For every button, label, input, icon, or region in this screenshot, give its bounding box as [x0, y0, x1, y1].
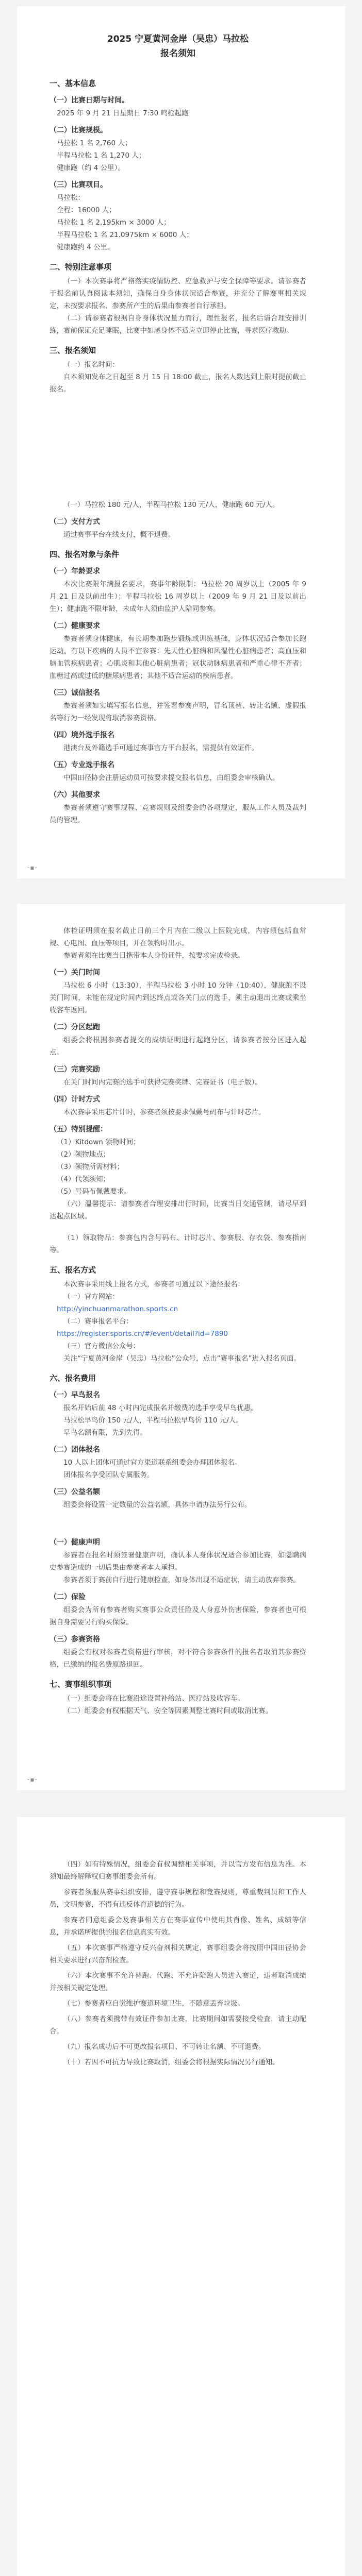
- paragraph: （十）若因不可抗力导致比赛取消，组委会将根据实际情况另行通知。: [63, 2058, 279, 2066]
- paragraph: 早鸟名额有限，先到先得。: [63, 1429, 147, 1437]
- section-heading-fees: 六、报名费用: [50, 1374, 96, 1383]
- paragraph: （六）本次赛事不允许替跑、代跑、不允许陪跑人员进入赛道，违者取消成绩并按相关规定处理。: [50, 1972, 306, 1992]
- list-item: （4）代领须知；: [57, 1175, 110, 1183]
- paragraph: （二）组委会有权根据天气、安全等因素调整比赛时间或取消比赛。: [63, 1707, 272, 1715]
- paragraph: 半程马拉松 1 名 21.0975km × 6000 人；: [57, 231, 193, 239]
- paragraph: （六）温馨提示：请参赛者合理安排出行时间，比赛当日交通管制，请尽早到达起点区域。: [50, 1200, 306, 1221]
- subheading-scale: （二）比赛规模。: [50, 126, 107, 134]
- page-marker: -▪-: [27, 864, 38, 871]
- paragraph: 参赛者须身体健康，有长期参加跑步锻炼或训练基础，身体状况适合参加长跑运动。有以下疾病的人员不宜参赛：先天性心脏病和风湿性心脏病患者；高血压和脑血管疾病患者；心肌炎和其他心脏病患者；冠状动脉病患者和严重心律不齐者；血糖过高或过低的糖尿病患者；其他不适合运动的疾病患者。: [50, 635, 306, 680]
- paragraph: 本次赛事采用芯片计时，参赛者须按要求佩戴号码布与计时芯片。: [63, 1108, 266, 1116]
- section-heading-registration: 三、报名须知: [50, 346, 96, 355]
- subheading-charity: （三）公益名额: [50, 1488, 100, 1496]
- section-heading-registration-method: 五、报名方式: [50, 1265, 96, 1275]
- subheading-other: （六）其他要求: [50, 791, 100, 799]
- paragraph: （九）报名成功后不可更改报名项目、不可转让名额、不可退费。: [63, 2043, 266, 2051]
- paragraph: 组委会有权对参赛者资格进行审核，对不符合参赛条件的报名者取消其参赛资格，已缴纳的报名费原路退回。: [50, 1648, 306, 1669]
- document-subtitle: 报名须知: [160, 48, 195, 59]
- paragraph: （一）报名时间：: [63, 361, 119, 369]
- paragraph: 组委会将根据参赛者提交的成绩证明进行起跑分区，请参赛者按分区进入起点。: [50, 1036, 306, 1057]
- paragraph: 全程：16000 人；: [57, 206, 116, 214]
- paragraph: 体检证明须在报名截止日前三个月内在二级以上医院完成，内容须包括血常规、心电图、血压等项目，并在领物时出示。: [50, 927, 306, 947]
- paragraph: （一）官方网站：: [63, 1293, 119, 1301]
- official-website-link[interactable]: http://yinchuanmarathon.sports.cn: [57, 1305, 178, 1313]
- subheading-age: （一）年龄要求: [50, 567, 100, 575]
- paragraph: 关注“宁夏黄河金岸（吴忠）马拉松”公众号，点击“赛事报名”进入报名页面。: [63, 1354, 301, 1363]
- subheading-wave-start: （二）分区起跑: [50, 1023, 100, 1031]
- paragraph: （二）赛事报名平台：: [63, 1317, 133, 1326]
- paragraph: 健康跑（约 4 公里）。: [57, 164, 125, 172]
- paragraph: 参赛者须遵守赛事规程、竞赛规则及组委会的各项规定，服从工作人员及裁判员的管理。: [50, 804, 306, 824]
- paragraph: 参赛者须如实填写报名信息，并签署参赛声明，冒名顶替、转让名额、虚假报名等行为一经发现将取消参赛资格。: [50, 702, 306, 722]
- subheading-items: （三）比赛项目。: [50, 181, 107, 189]
- subheading-qualification: （三）参赛资格: [50, 1635, 100, 1643]
- section-heading-organization: 七、赛事组织事项: [50, 1680, 112, 1689]
- paragraph: 健康跑约 4 公里。: [57, 243, 114, 251]
- paragraph: （一）组委会将在比赛沿途设置补给站、医疗站及收容车。: [63, 1694, 244, 1703]
- document-page-2: [17, 904, 345, 1790]
- subheading-health: （二）健康要求: [50, 622, 100, 630]
- paragraph: 半程马拉松 1 名 1,270 人；: [57, 151, 146, 160]
- subheading-time: （一）比赛日期与时间。: [50, 96, 129, 105]
- page-marker: -▪-: [27, 1776, 38, 1783]
- paragraph: 本次赛事采用线上报名方式，参赛者可通过以下途径报名：: [63, 1280, 244, 1289]
- section-heading-basic-info: 一、基本信息: [50, 79, 96, 88]
- list-item: （1）Kitdown 领物时间；: [57, 1138, 140, 1146]
- subheading-health-statement: （一）健康声明: [50, 1538, 100, 1547]
- paragraph: 参赛者同意组委会及赛事相关方在赛事宣传中使用其肖像、姓名、成绩等信息，并承诺所提供的报名信息真实有效。: [50, 1916, 306, 1937]
- list-item: （2）领物地点；: [57, 1150, 110, 1159]
- subheading-promise: （三）诚信报名: [50, 689, 100, 697]
- paragraph: 通过赛事平台在线支付，概不退费。: [63, 531, 175, 539]
- paragraph: 组委会将设置一定数量的公益名额，具体申请办法另行公布。: [63, 1501, 252, 1509]
- paragraph: 报名开始后前 48 小时内完成报名并缴费的选手享受早鸟优惠。: [63, 1404, 258, 1412]
- subheading-payment: （二）支付方式: [50, 518, 100, 526]
- subheading-insurance: （二）保险: [50, 1593, 86, 1601]
- paragraph: 中国田径协会注册运动员可按要求提交报名信息，由组委会审核确认。: [63, 774, 279, 782]
- paragraph: （四）如有特殊情况，组委会有权调整相关事项，并以官方发布信息为准。本须知最终解释权归赛事组委会所有。: [50, 1860, 306, 1881]
- paragraph: 参赛者在报名时须签署健康声明，确认本人身体状况适合参加比赛，如隐瞒病史参赛造成的一切后果由参赛者本人承担。: [50, 1551, 306, 1572]
- paragraph: 马拉松 1 名 2,760 人；: [57, 139, 132, 147]
- paragraph: （二）请参赛者根据自身身体状况量力而行，理性报名，报名后请合理安排训练，赛前保证充足睡眠，比赛中如感身体不适应立即停止比赛，寻求医疗救助。: [50, 314, 306, 335]
- paragraph: 团体报名享受团队专属服务。: [63, 1471, 154, 1479]
- subheading-reminder: （五）特别提醒：: [50, 1125, 107, 1133]
- paragraph: （一）本次赛事将严格落实疫情防控、应急救护与安全保障等要求。请参赛者于报名前认真阅读本须知，确保自身身体状况适合参赛，并充分了解赛事相关规定，未按要求报名、参赛所产生的后果由参赛者自行承担。: [50, 277, 306, 310]
- subheading-foreign: （四）境外选手报名: [50, 731, 114, 739]
- paragraph: （1）领取物品：参赛包内含号码布、计时芯片、参赛服、存衣袋、参赛指南等。: [50, 1234, 306, 1255]
- paragraph: 2025 年 9 月 21 日星期日 7:30 鸣枪起跑: [57, 109, 189, 117]
- subheading-elite: （五）专业选手报名: [50, 761, 114, 769]
- paragraph: 参赛者须在比赛当日携带本人身份证件，按要求完成检录。: [63, 952, 244, 960]
- registration-platform-link[interactable]: https://register.sports.cn/#/event/detail?id=7890: [57, 1330, 228, 1338]
- paragraph: 马拉松：: [57, 194, 85, 202]
- paragraph: 港澳台及外籍选手可通过赛事官方平台报名，需提供有效证件。: [63, 744, 258, 752]
- paragraph: 10 人以上团体可通过官方渠道联系组委会办理团体报名。: [63, 1459, 242, 1467]
- subheading-timing: （四）计时方式: [50, 1095, 100, 1104]
- document-title: 2025 宁夏黄河金岸（吴忠）马拉松: [107, 34, 249, 44]
- paragraph: 在关门时间内完赛的选手可获得完赛奖牌、完赛证书（电子版）。: [63, 1078, 262, 1087]
- paragraph: 组委会为所有参赛者购买赛事公众责任险及人身意外伤害保险，参赛者也可根据自身需要另行购买保险。: [50, 1606, 306, 1626]
- paragraph: 参赛者须于赛前自行进行健康检查，如身体出现不适症状，请主动放弃参赛。: [63, 1576, 300, 1584]
- paragraph: 本次比赛限年满报名要求，赛事年龄限制：马拉松 20 周岁以上（2005 年 9 月 21 日及以前出生）；半程马拉松 16 周岁以上（2009 年 9 月 21 日及以前出生）；健康跑不限年龄，未成年人须由监护人陪同参赛。: [50, 580, 306, 613]
- paragraph: （一）马拉松 180 元/人，半程马拉松 130 元/人，健康跑 60 元/人。: [63, 501, 279, 509]
- document-page-1: [17, 6, 345, 878]
- list-item: （5）号码布佩戴要求。: [57, 1188, 131, 1196]
- paragraph: （三）官方微信公众号：: [63, 1342, 140, 1350]
- section-heading-eligibility: 四、报名对象与条件: [50, 550, 120, 559]
- subheading-cutoff: （一）关门时间: [50, 969, 100, 977]
- paragraph: 马拉松 1 名 2,195km × 3000 人；: [57, 218, 171, 227]
- paragraph: （五）本次赛事严格遵守反兴奋剂相关规定，赛事组委会将按照中国田径协会相关要求进行兴奋剂检查。: [50, 1944, 306, 1964]
- subheading-early-bird: （一）早鸟报名: [50, 1391, 100, 1399]
- subheading-finisher: （三）完赛奖励: [50, 1065, 100, 1074]
- paragraph: 马拉松早鸟价 150 元/人，半程马拉松早鸟价 110 元/人。: [63, 1416, 243, 1425]
- section-heading-special-notes: 二、特别注意事项: [50, 262, 112, 272]
- subheading-group: （二）团体报名: [50, 1446, 100, 1454]
- paragraph: 自本须知发布之日起至 8 月 15 日 18:00 截止，报名人数达到上限时提前截止报名。: [50, 373, 306, 394]
- paragraph: （七）参赛者应自觉维护赛道环境卫生，不随意丢弃垃圾。: [63, 1999, 244, 2008]
- document-page-3: [17, 1817, 345, 2576]
- paragraph: 参赛者须服从赛事组织安排，遵守赛事规程和竞赛规则，尊重裁判员和工作人员，文明参赛，不得有违反体育道德的行为。: [50, 1888, 306, 1909]
- list-item: （3）领物所需材料；: [57, 1163, 124, 1171]
- paragraph: 马拉松 6 小时（13:30），半程马拉松 3 小时 10 分钟（10:40），健康跑不设关门时间，未能在规定时间内到达终点或各关门点的选手，须主动退出比赛或乘坐收容车返回。: [50, 981, 306, 1014]
- paragraph: （八）参赛者须携带有效证件参加比赛，比赛期间如需要接受检查，请主动配合。: [50, 2015, 306, 2036]
